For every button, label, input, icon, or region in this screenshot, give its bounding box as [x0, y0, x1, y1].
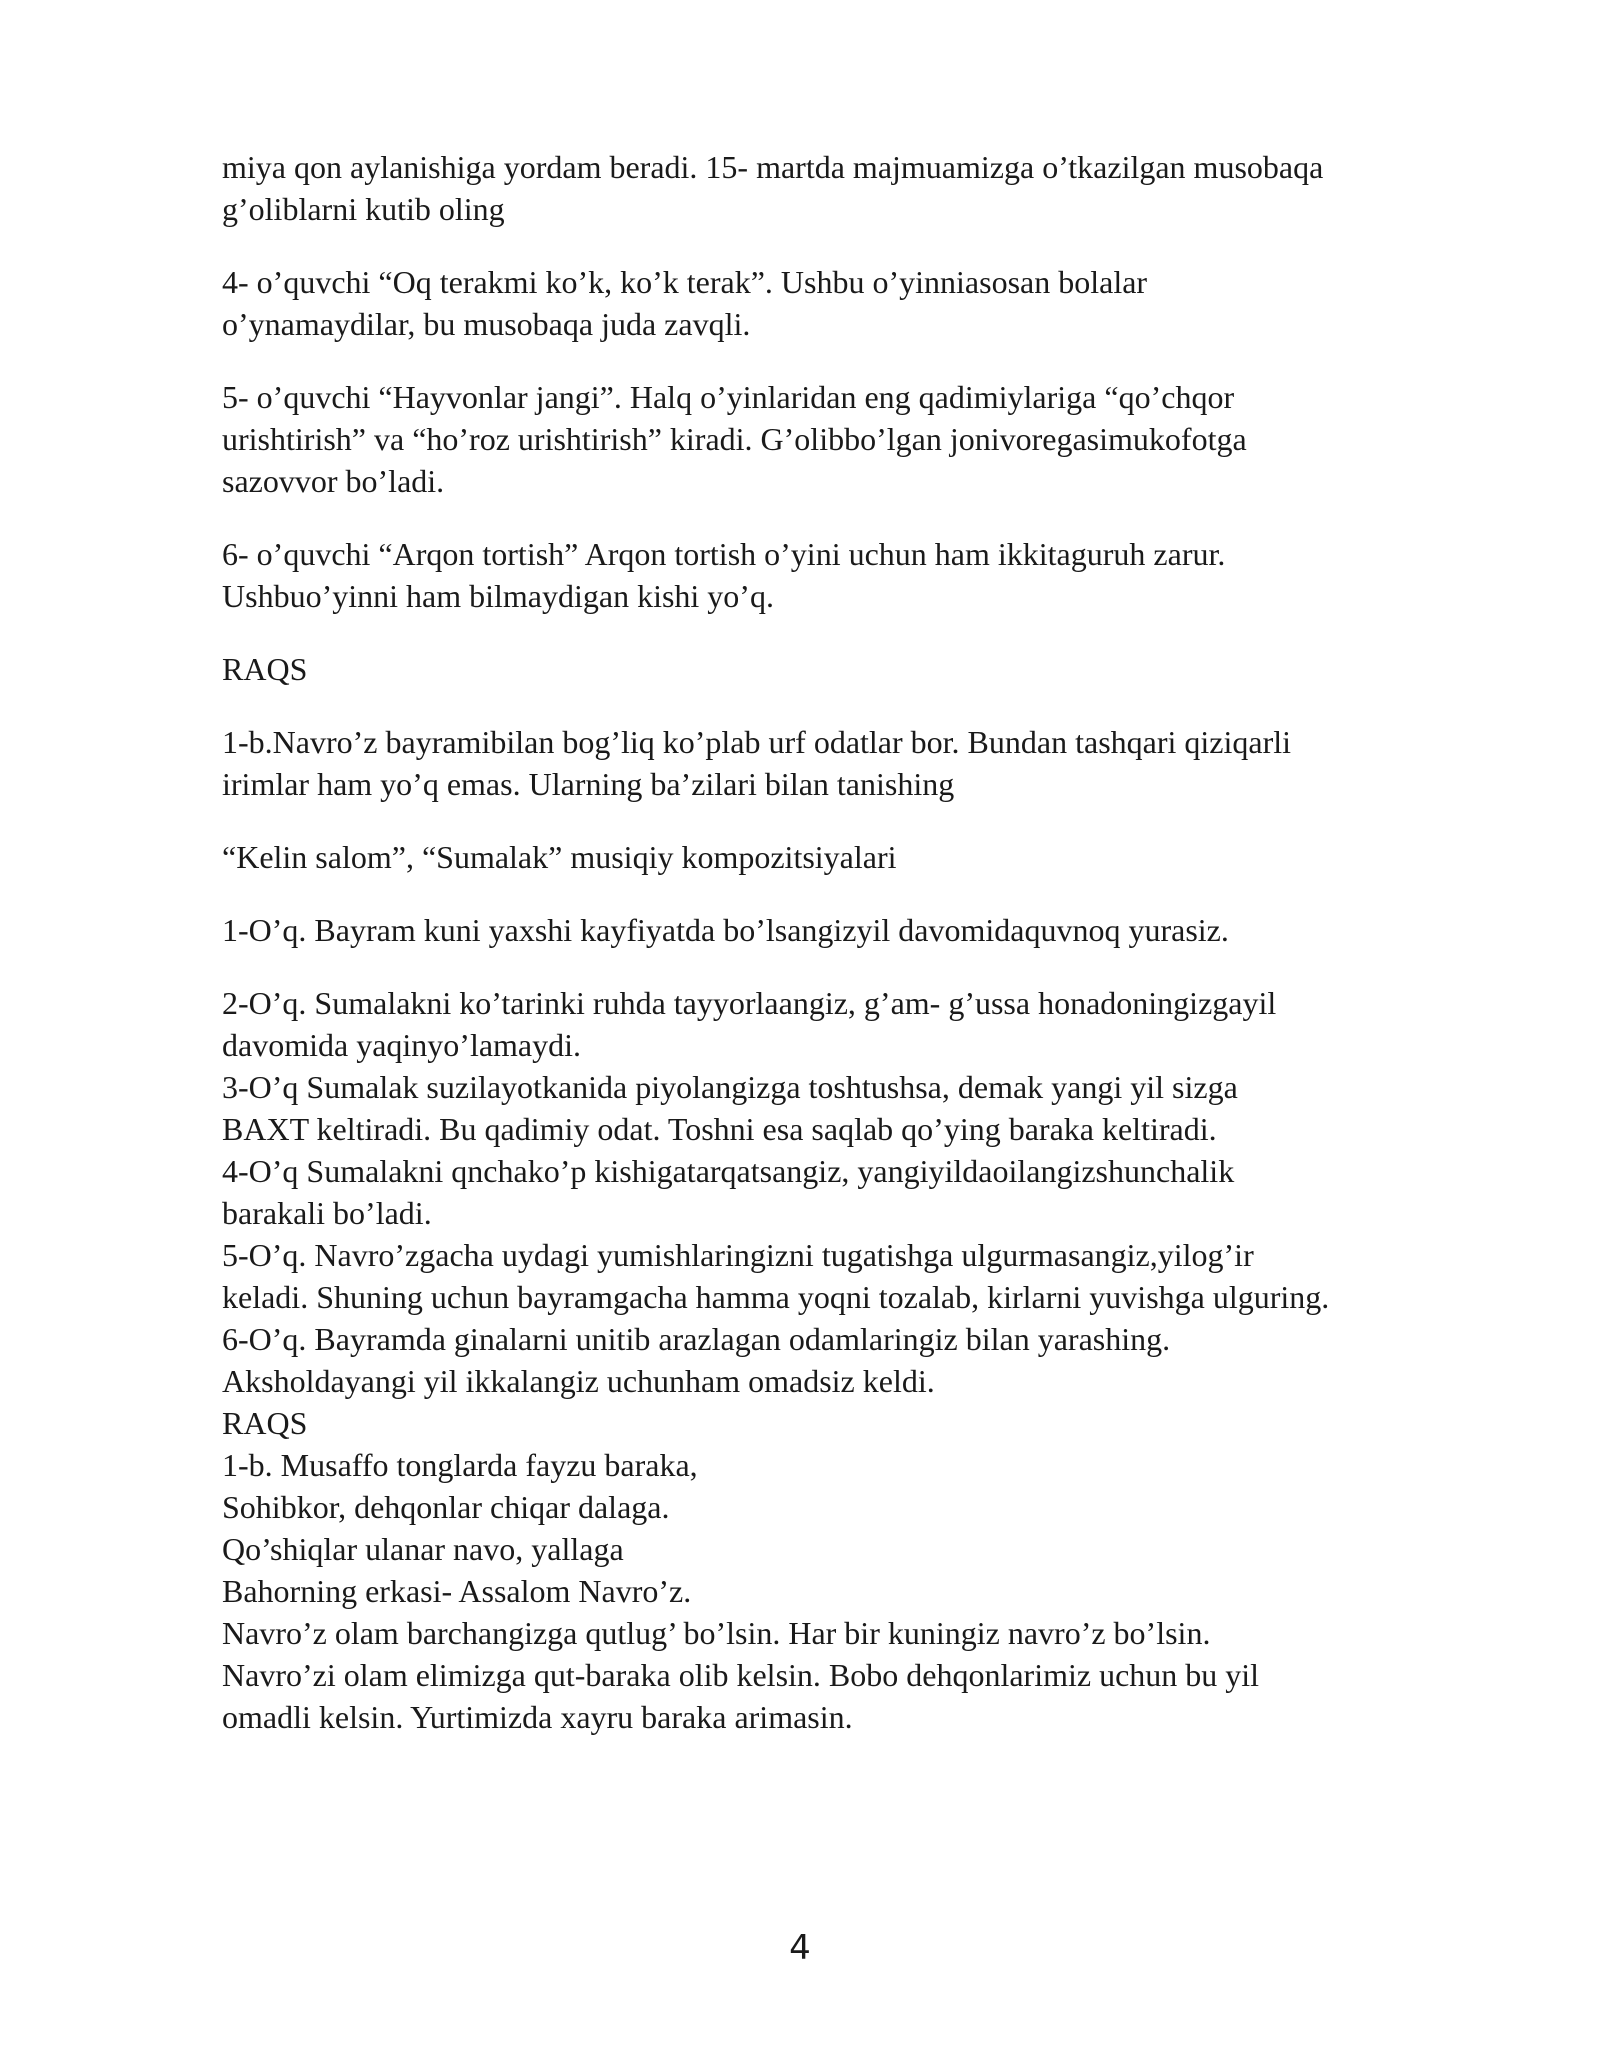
text-line: “Kelin salom”, “Sumalak” musiqiy kompozitsiyalari	[222, 839, 897, 875]
text-line: RAQS	[222, 651, 308, 687]
text-line: 4- o’quvchi “Oq terakmi ko’k, ko’k terak”. Ushbu o’yinniasosan bolalar	[222, 264, 1148, 300]
final-text-block	[222, 982, 1522, 1738]
text-line: 1-O’q. Bayram kuni yaxshi kayfiyatda bo’lsangizyil davomidaquvnoq yurasiz.	[222, 912, 1229, 948]
text-line: 1-b.Navro’z bayramibilan bog’liq ko’plab urf odatlar bor. Bundan tashqari qiziqarli	[222, 724, 1292, 760]
section-heading-raqs	[222, 648, 1522, 690]
paragraph-5	[222, 721, 1522, 805]
paragraph-6	[222, 836, 1522, 878]
text-line: Aksholdayangi yil ikkalangiz uchunham omadsiz keldi.	[222, 1363, 935, 1399]
text-line: barakali bo’ladi.	[222, 1195, 432, 1231]
page-number: 4	[789, 1928, 811, 1968]
text-line: Bahorning erkasi- Assalom Navro’z.	[222, 1573, 692, 1609]
text-line: 5-O’q. Navro’zgacha uydagi yumishlaringizni tugatishga ulgurmasangiz,yilog’ir	[222, 1237, 1254, 1273]
text-line: omadli kelsin. Yurtimizda xayru baraka arimasin.	[222, 1699, 853, 1735]
text-line: urishtirish” va “ho’roz urishtirish” kiradi. G’olibbo’lgan jonivoregasimukofotga	[222, 421, 1247, 457]
text-line: 1-b. Musaffo tonglarda fayzu baraka,	[222, 1447, 698, 1483]
text-line: 2-O’q. Sumalakni ko’tarinki ruhda tayyorlaangiz, g’am- g’ussa honadoningizgayil	[222, 985, 1277, 1021]
text-line: 4-O’q Sumalakni qnchako’p kishigatarqatsangiz, yangiyildaoilangizshunchalik	[222, 1153, 1235, 1189]
text-line: keladi. Shuning uchun bayramgacha hamma yoqni tozalab, kirlarni yuvishga ulguring.	[222, 1279, 1330, 1315]
text-line: davomida yaqinyo’lamaydi.	[222, 1027, 582, 1063]
paragraph-4	[222, 533, 1522, 617]
text-line: sazovvor bo’ladi.	[222, 463, 445, 499]
text-line: miya qon aylanishiga yordam beradi. 15- martda majmuamizga o’tkazilgan musobaqa	[222, 149, 1324, 185]
paragraph-3	[222, 376, 1522, 502]
text-line: 6-O’q. Bayramda ginalarni unitib arazlagan odamlaringiz bilan yarashing.	[222, 1321, 1171, 1357]
page-body	[222, 146, 1522, 1738]
text-line: Navro’zi olam elimizga qut-baraka olib kelsin. Bobo dehqonlarimiz uchun bu yil	[222, 1657, 1260, 1693]
text-line: o’ynamaydilar, bu musobaqa juda zavqli.	[222, 306, 751, 342]
text-line: BAXT keltiradi. Bu qadimiy odat. Toshni esa saqlab qo’ying baraka keltiradi.	[222, 1111, 1217, 1147]
text-line: 3-O’q Sumalak suzilayotkanida piyolangizga toshtushsa, demak yangi yil sizga	[222, 1069, 1238, 1105]
text-line: Navro’z olam barchangizga qutlug’ bo’lsin. Har bir kuningiz navro’z bo’lsin.	[222, 1615, 1211, 1651]
paragraph-2	[222, 261, 1522, 345]
text-line: 6- o’quvchi “Arqon tortish” Arqon tortish o’yini uchun ham ikkitaguruh zarur.	[222, 536, 1226, 572]
text-line: Sohibkor, dehqonlar chiqar dalaga.	[222, 1489, 670, 1525]
paragraph-1	[222, 146, 1522, 230]
text-line: Ushbuo’yinni ham bilmaydigan kishi yo’q.	[222, 578, 774, 614]
text-line: Qo’shiqlar ulanar navo, yallaga	[222, 1531, 624, 1567]
paragraph-7	[222, 909, 1522, 951]
text-line: 5- o’quvchi “Hayvonlar jangi”. Halq o’yinlaridan eng qadimiylariga “qo’chqor	[222, 379, 1235, 415]
text-line: irimlar ham yo’q emas. Ularning ba’zilari bilan tanishing	[222, 766, 955, 802]
text-line: g’oliblarni kutib oling	[222, 191, 505, 227]
text-line: RAQS	[222, 1405, 308, 1441]
